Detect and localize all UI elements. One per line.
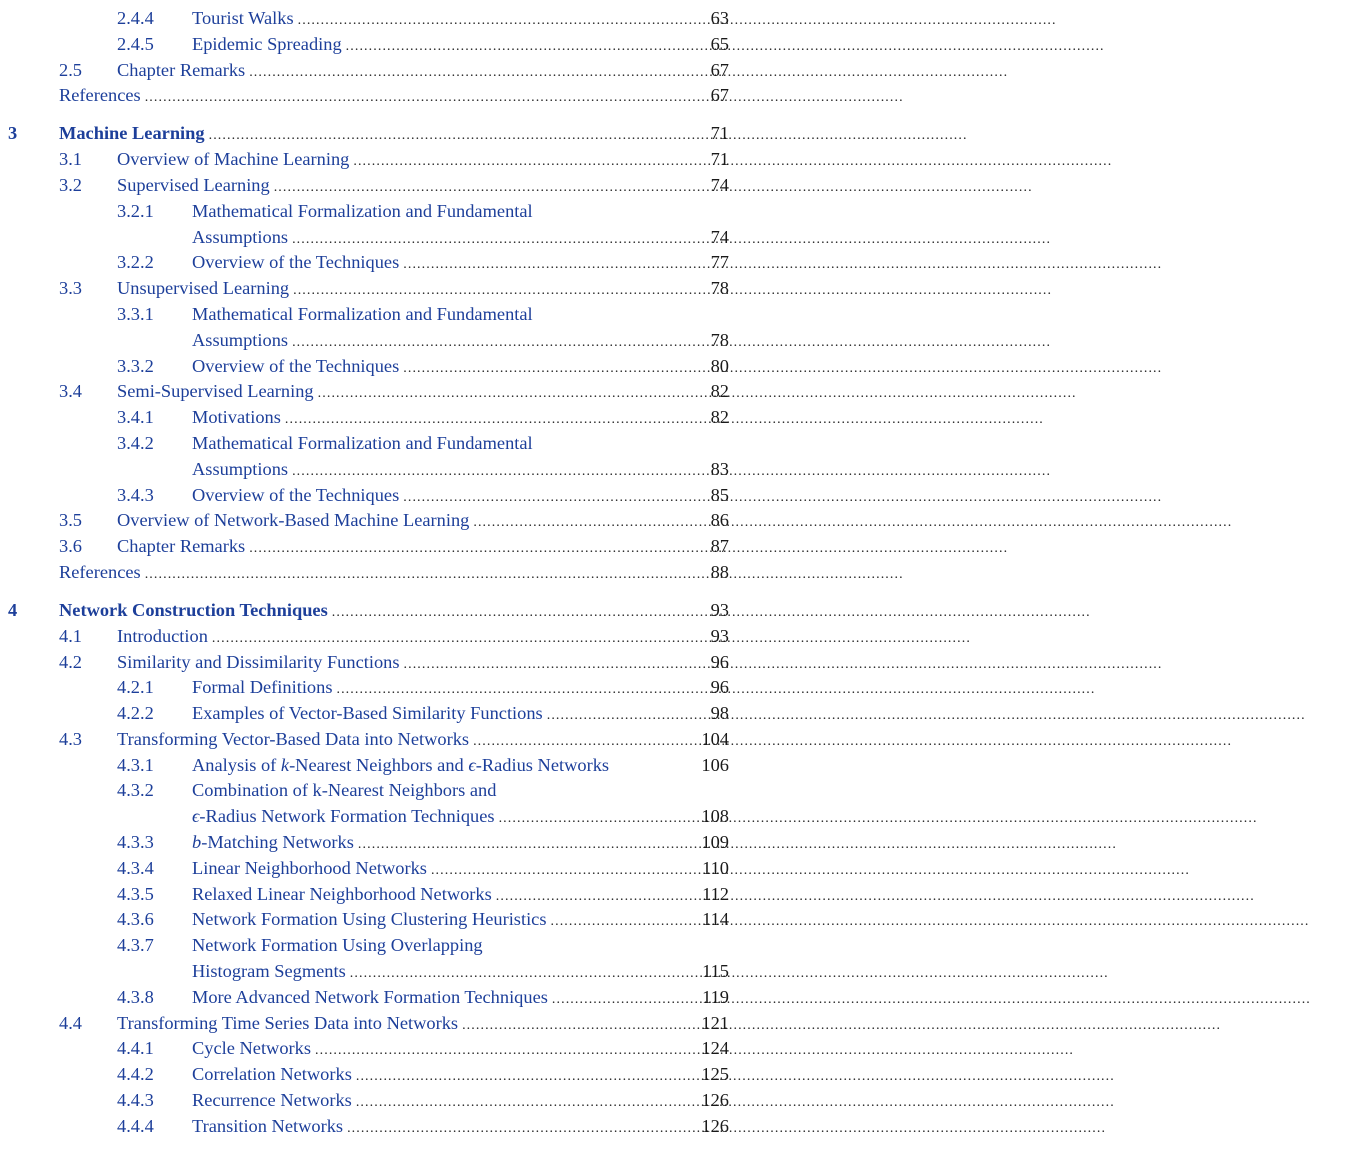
- toc-section-entry[interactable]: [0, 830, 751, 856]
- toc-entry-page-number: 112: [702, 883, 729, 904]
- toc-entry-page-number: 121: [701, 1012, 729, 1033]
- dot-leader: [356, 1062, 1113, 1090]
- toc-entry-page-number: 96: [710, 651, 729, 672]
- toc-entry-title[interactable]: Analysis of k-Nearest Neighbors and ϵ-Radius Networks: [192, 754, 610, 775]
- toc-entry-title[interactable]: Examples of Vector-Based Similarity Functions: [192, 703, 543, 724]
- toc-entry-number: 4: [8, 599, 18, 620]
- dot-leader: [292, 328, 1049, 356]
- toc-entry-title[interactable]: More Advanced Network Formation Techniques: [192, 986, 548, 1007]
- toc-entry-title[interactable]: Chapter Remarks: [117, 536, 246, 557]
- table-of-contents: [0, 6, 751, 1140]
- toc-chapter-entry[interactable]: [0, 121, 751, 147]
- toc-entry-page-number: 96: [710, 677, 729, 698]
- toc-entry-number: 2.4.5: [117, 33, 154, 54]
- toc-section-entry[interactable]: [0, 856, 751, 882]
- toc-entry-page-number: 126: [701, 1090, 729, 1111]
- dot-leader: [404, 650, 1161, 678]
- dot-leader: [403, 354, 1160, 382]
- toc-entry-number: 4.3: [59, 728, 82, 749]
- toc-section-entry[interactable]: [0, 508, 751, 534]
- toc-entry-page-number: 71: [710, 149, 729, 170]
- dot-leader: [403, 483, 1160, 511]
- toc-entry-page-number: 82: [710, 407, 729, 428]
- toc-section-entry[interactable]: [0, 534, 751, 560]
- toc-entry-title[interactable]: Tourist Walks: [192, 8, 294, 28]
- toc-section-entry[interactable]: [0, 907, 751, 933]
- dot-leader: [353, 147, 1110, 175]
- toc-entry-page-number: 86: [710, 510, 729, 531]
- toc-entry-title[interactable]: Motivations: [192, 407, 281, 428]
- toc-references-entry[interactable]: [0, 83, 751, 109]
- toc-entry-title[interactable]: Similarity and Dissimilarity Functions: [117, 651, 400, 672]
- toc-entry-title[interactable]: Relaxed Linear Neighborhood Networks: [192, 883, 492, 904]
- toc-entry-title[interactable]: Assumptions: [192, 226, 289, 247]
- toc-section-entry[interactable]: [0, 675, 751, 701]
- toc-entry-page-number: 104: [701, 728, 729, 749]
- toc-entry-page-number: 77: [710, 252, 729, 273]
- toc-entry-number: 4.3.5: [117, 883, 154, 904]
- dot-leader: [145, 83, 902, 111]
- toc-entry-title[interactable]: Recurrence Networks: [192, 1090, 352, 1111]
- toc-entry-number: 3.2.1: [117, 200, 154, 221]
- dot-leader: [212, 624, 969, 652]
- toc-entry-title[interactable]: Overview of the Techniques: [192, 355, 400, 376]
- dot-leader: [145, 560, 902, 588]
- toc-entry-title[interactable]: Introduction: [117, 625, 208, 646]
- toc-entry-number: 3.4: [59, 381, 82, 402]
- toc-entry-page-number: 115: [702, 961, 729, 982]
- toc-entry-page-number: 93: [710, 625, 729, 646]
- toc-section-entry[interactable]: [0, 6, 751, 32]
- toc-entry-number: 4.2.2: [117, 703, 154, 724]
- toc-entry-number: 4.4.2: [117, 1064, 154, 1085]
- toc-entry-title[interactable]: b-Matching Networks: [192, 832, 354, 853]
- toc-entry-page-number: 106: [701, 754, 729, 775]
- dot-leader: [473, 727, 1230, 755]
- toc-entry-page-number: 87: [710, 536, 729, 557]
- toc-entry-number: 3.3: [59, 278, 82, 299]
- toc-section-entry[interactable]: [0, 302, 751, 354]
- toc-entry-title[interactable]: Machine Learning: [59, 123, 205, 144]
- toc-section-entry[interactable]: [0, 1062, 751, 1088]
- toc-entry-number: 4.4.1: [117, 1038, 154, 1059]
- toc-entry-number: 3.1: [59, 149, 82, 170]
- toc-entry-page-number: 125: [701, 1064, 729, 1085]
- toc-section-entry[interactable]: [0, 276, 751, 302]
- toc-entry-title[interactable]: Cycle Networks: [192, 1038, 312, 1059]
- toc-entry-number: 2.5: [59, 59, 82, 80]
- toc-entry-number: 4.2: [59, 651, 82, 672]
- toc-section-entry[interactable]: [0, 778, 751, 830]
- toc-entry-page-number: 109: [701, 832, 729, 853]
- toc-entry-number: 3.2.2: [117, 252, 154, 273]
- dot-leader: [285, 405, 1042, 433]
- dot-leader: [358, 830, 1115, 858]
- dot-leader: [293, 276, 1050, 304]
- toc-section-entry[interactable]: [0, 431, 751, 483]
- toc-entry-number: 3.3.1: [117, 303, 154, 324]
- toc-section-entry[interactable]: [0, 1036, 751, 1062]
- toc-entry-title[interactable]: Semi-Supervised Learning: [117, 381, 314, 402]
- toc-entry-page-number: 114: [702, 909, 729, 930]
- toc-section-entry[interactable]: [0, 250, 751, 276]
- dot-leader: [431, 856, 1188, 884]
- toc-chapter-entry[interactable]: [0, 598, 751, 624]
- toc-entry-title[interactable]: Overview of the Techniques: [192, 252, 400, 273]
- toc-entry-number: 4.3.6: [117, 909, 154, 930]
- toc-entry-page-number: 119: [702, 986, 729, 1007]
- toc-entry-number: 3.5: [59, 510, 82, 531]
- toc-entry-page-number: 83: [710, 458, 729, 479]
- toc-entry-page-number: 65: [710, 33, 729, 54]
- toc-section-entry[interactable]: [0, 727, 751, 753]
- toc-entry-title[interactable]: Overview of Machine Learning: [117, 149, 350, 170]
- dot-leader: [292, 225, 1049, 253]
- toc-entry-title-line1: Mathematical Formalization and Fundamental: [192, 200, 533, 221]
- toc-section-entry[interactable]: [0, 624, 751, 650]
- toc-entry-title[interactable]: ϵ-Radius Network Formation Techniques: [192, 806, 495, 827]
- dot-leader: [249, 58, 1006, 86]
- toc-entry-page-number: 78: [710, 278, 729, 299]
- toc-entry-title[interactable]: Assumptions: [192, 458, 289, 479]
- toc-entry-title[interactable]: Transforming Vector-Based Data into Networks: [117, 728, 470, 749]
- toc-entry-number: 4.3.7: [117, 935, 154, 956]
- toc-section-entry[interactable]: [0, 354, 751, 380]
- toc-entry-number: 4.2.1: [117, 677, 154, 698]
- toc-entry-title[interactable]: Overview of Network-Based Machine Learning: [117, 510, 470, 531]
- dot-leader: [499, 804, 1256, 832]
- toc-entry-page-number: 63: [710, 8, 729, 28]
- toc-entry-page-number: 93: [710, 599, 729, 620]
- toc-entry-title[interactable]: Unsupervised Learning: [117, 278, 290, 299]
- toc-section-entry[interactable]: [0, 753, 751, 779]
- toc-entry-number: 4.3.1: [117, 754, 154, 775]
- toc-entry-page-number: 80: [710, 355, 729, 376]
- toc-entry-number: 4.4.3: [117, 1090, 154, 1111]
- toc-entry-title[interactable]: Chapter Remarks: [117, 59, 246, 80]
- toc-entry-title[interactable]: Formal Definitions: [192, 677, 333, 698]
- toc-entry-title[interactable]: Transforming Time Series Data into Networks: [117, 1012, 459, 1033]
- dot-leader: [318, 379, 1075, 407]
- toc-entry-number: 3: [8, 123, 18, 144]
- toc-entry-number: 4.1: [59, 625, 82, 646]
- toc-entry-title[interactable]: Overview of the Techniques: [192, 484, 400, 505]
- toc-section-entry[interactable]: [0, 882, 751, 908]
- toc-entry-number: 4.3.2: [117, 780, 154, 801]
- dot-leader: [551, 907, 1308, 935]
- toc-section-entry[interactable]: [0, 173, 751, 199]
- dot-leader: [274, 173, 1031, 201]
- toc-entry-number: 3.4.2: [117, 432, 154, 453]
- dot-leader: [292, 457, 1049, 485]
- toc-entry-number: 3.4.3: [117, 484, 154, 505]
- toc-section-entry[interactable]: [0, 933, 751, 985]
- toc-entry-page-number: 85: [710, 484, 729, 505]
- toc-entry-page-number: 126: [701, 1115, 729, 1136]
- toc-section-entry[interactable]: [0, 379, 751, 405]
- toc-section-entry[interactable]: [0, 32, 751, 58]
- toc-entry-title[interactable]: Supervised Learning: [117, 174, 270, 195]
- toc-entry-number: 4.4: [59, 1012, 82, 1033]
- toc-section-entry[interactable]: [0, 199, 751, 251]
- dot-leader: [356, 1088, 1113, 1116]
- toc-entry-title[interactable]: Epidemic Spreading: [192, 33, 342, 54]
- dot-leader: [462, 1011, 1219, 1039]
- toc-section-entry[interactable]: [0, 701, 751, 727]
- dot-leader: [315, 1036, 1072, 1064]
- toc-section-entry[interactable]: [0, 650, 751, 676]
- toc-entry-page-number: 98: [710, 703, 729, 724]
- toc-entry-title-line1: Combination of k-Nearest Neighbors and: [192, 780, 497, 801]
- toc-entry-title-line1: Mathematical Formalization and Fundamental: [192, 432, 533, 453]
- toc-entry-page-number: 71: [710, 123, 729, 144]
- toc-entry-page-number: 74: [710, 174, 729, 195]
- toc-entry-page-number: 108: [701, 806, 729, 827]
- toc-entry-title[interactable]: Assumptions: [192, 329, 289, 350]
- dot-leader: [496, 882, 1253, 910]
- dot-leader: [552, 985, 1309, 1013]
- toc-entry-number: 3.2: [59, 174, 82, 195]
- toc-entry-number: 4.3.4: [117, 857, 154, 878]
- toc-references-entry[interactable]: [0, 560, 751, 586]
- dot-leader: [403, 250, 1160, 278]
- toc-section-entry[interactable]: [0, 1114, 751, 1140]
- toc-entry-title[interactable]: References: [59, 85, 141, 106]
- toc-section-entry[interactable]: [0, 147, 751, 173]
- toc-entry-title[interactable]: References: [59, 561, 141, 582]
- toc-entry-number: 4.4.4: [117, 1115, 154, 1136]
- dot-leader: [298, 6, 1055, 34]
- toc-section-entry[interactable]: [0, 1088, 751, 1114]
- toc-entry-page-number: 110: [702, 857, 729, 878]
- toc-entry-number: 2.4.4: [117, 8, 154, 28]
- toc-entry-number: 3.6: [59, 536, 82, 557]
- toc-section-entry[interactable]: [0, 483, 751, 509]
- toc-entry-page-number: 67: [710, 85, 729, 106]
- toc-entry-page-number: 88: [710, 561, 729, 582]
- toc-entry-title[interactable]: Network Formation Using Clustering Heuristics: [192, 909, 547, 930]
- toc-entry-number: 3.4.1: [117, 407, 154, 428]
- dot-leader: [547, 701, 1304, 729]
- toc-entry-title[interactable]: Histogram Segments: [192, 961, 346, 982]
- toc-entry-number: 3.3.2: [117, 355, 154, 376]
- toc-entry-number: 4.3.8: [117, 986, 154, 1007]
- toc-entry-title[interactable]: Network Construction Techniques: [59, 599, 328, 620]
- toc-section-entry[interactable]: [0, 58, 751, 84]
- dot-leader: [249, 534, 1006, 562]
- toc-entry-number: 4.3.3: [117, 832, 154, 853]
- dot-leader: [209, 121, 966, 149]
- toc-entry-page-number: 74: [710, 226, 729, 247]
- toc-entry-page-number: 67: [710, 59, 729, 80]
- toc-entry-title[interactable]: Linear Neighborhood Networks: [192, 857, 427, 878]
- toc-entry-title[interactable]: Correlation Networks: [192, 1064, 352, 1085]
- toc-section-entry[interactable]: [0, 1011, 751, 1037]
- toc-section-entry[interactable]: [0, 405, 751, 431]
- toc-entry-page-number: 78: [710, 329, 729, 350]
- toc-entry-page-number: 124: [701, 1038, 729, 1059]
- toc-section-entry[interactable]: [0, 985, 751, 1011]
- toc-entry-page-number: 82: [710, 381, 729, 402]
- toc-entry-title[interactable]: Transition Networks: [192, 1115, 344, 1136]
- toc-entry-title-line1: Mathematical Formalization and Fundamental: [192, 303, 533, 324]
- toc-entry-title-line1: Network Formation Using Overlapping: [192, 935, 483, 956]
- dot-leader: [473, 508, 1230, 536]
